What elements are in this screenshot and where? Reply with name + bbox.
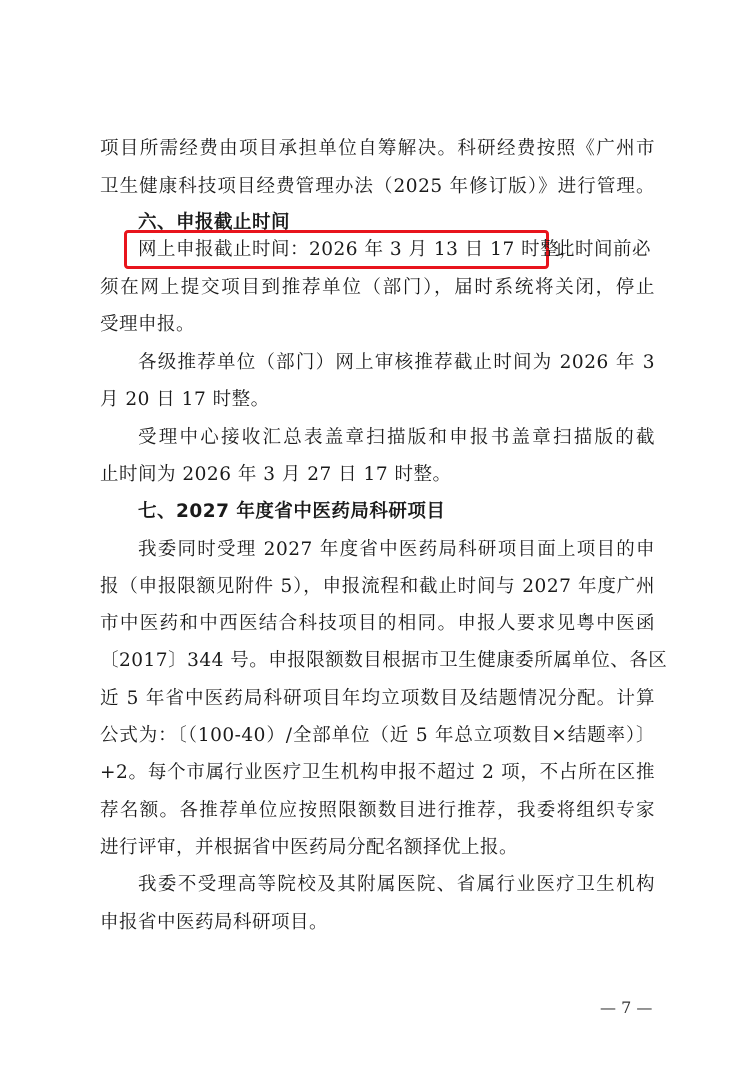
- paragraph-line: 受理中心接收汇总表盖章扫描版和申报书盖章扫描版的截: [138, 427, 655, 448]
- paragraph-line: 卫生健康科技项目经费管理办法（2025 年修订版）》进行管理。: [100, 176, 655, 197]
- paragraph-line: 我委同时受理 2027 年度省中医药局科研项目面上项目的申: [138, 539, 655, 560]
- paragraph-line: 各级推荐单位（部门）网上审核推荐截止时间为 2026 年 3: [138, 352, 655, 373]
- paragraph-line: 月 20 日 17 时整。: [100, 389, 270, 410]
- paragraph-line: 近 5 年省中医药局科研项目年均立项数目及结题情况分配。计算: [100, 688, 655, 709]
- page-number: — 7 —: [600, 998, 653, 1017]
- paragraph-line: 此时间前必: [556, 239, 652, 260]
- paragraph-line: 须在网上提交项目到推荐单位（部门），届时系统将关闭，停止: [100, 277, 655, 298]
- paragraph-line: +2。每个市属行业医疗卫生机构申报不超过 2 项，不占所在区推: [100, 762, 655, 783]
- section-heading-6: 六、申报截止时间: [138, 212, 291, 233]
- paragraph-line: 我委不受理高等院校及其附属医院、省属行业医疗卫生机构: [138, 874, 655, 895]
- paragraph-line: 受理申报。: [100, 314, 196, 335]
- paragraph-line: 止时间为 2026 年 3 月 27 日 17 时整。: [100, 464, 452, 485]
- paragraph-line: 市中医药和中西医结合科技项目的相同。申报人要求见粤中医函: [100, 613, 655, 634]
- paragraph-line: 项目所需经费由项目承担单位自筹解决。科研经费按照《广州市: [100, 138, 655, 159]
- paragraph-line: 荐名额。各推荐单位应按照限额数目进行推荐，我委将组织专家: [100, 800, 655, 821]
- paragraph-line: 进行评审，并根据省中医药局分配名额择优上报。: [100, 837, 519, 858]
- highlighted-deadline: 网上申报截止时间：2026 年 3 月 13 日 17 时整，: [138, 239, 579, 260]
- paragraph-line: 申报省中医药局科研项目。: [100, 912, 329, 933]
- paragraph-line: 报（申报限额见附件 5），申报流程和截止时间与 2027 年度广州: [100, 576, 655, 597]
- paragraph-line: 〔2017〕344 号。申报限额数目根据市卫生健康委所属单位、各区: [100, 650, 668, 671]
- section-heading-7: 七、2027 年度省中医药局科研项目: [138, 501, 446, 522]
- paragraph-line: 公式为：〔（100-40）/全部单位（近 5 年总立项数目×结题率）〕: [100, 725, 655, 746]
